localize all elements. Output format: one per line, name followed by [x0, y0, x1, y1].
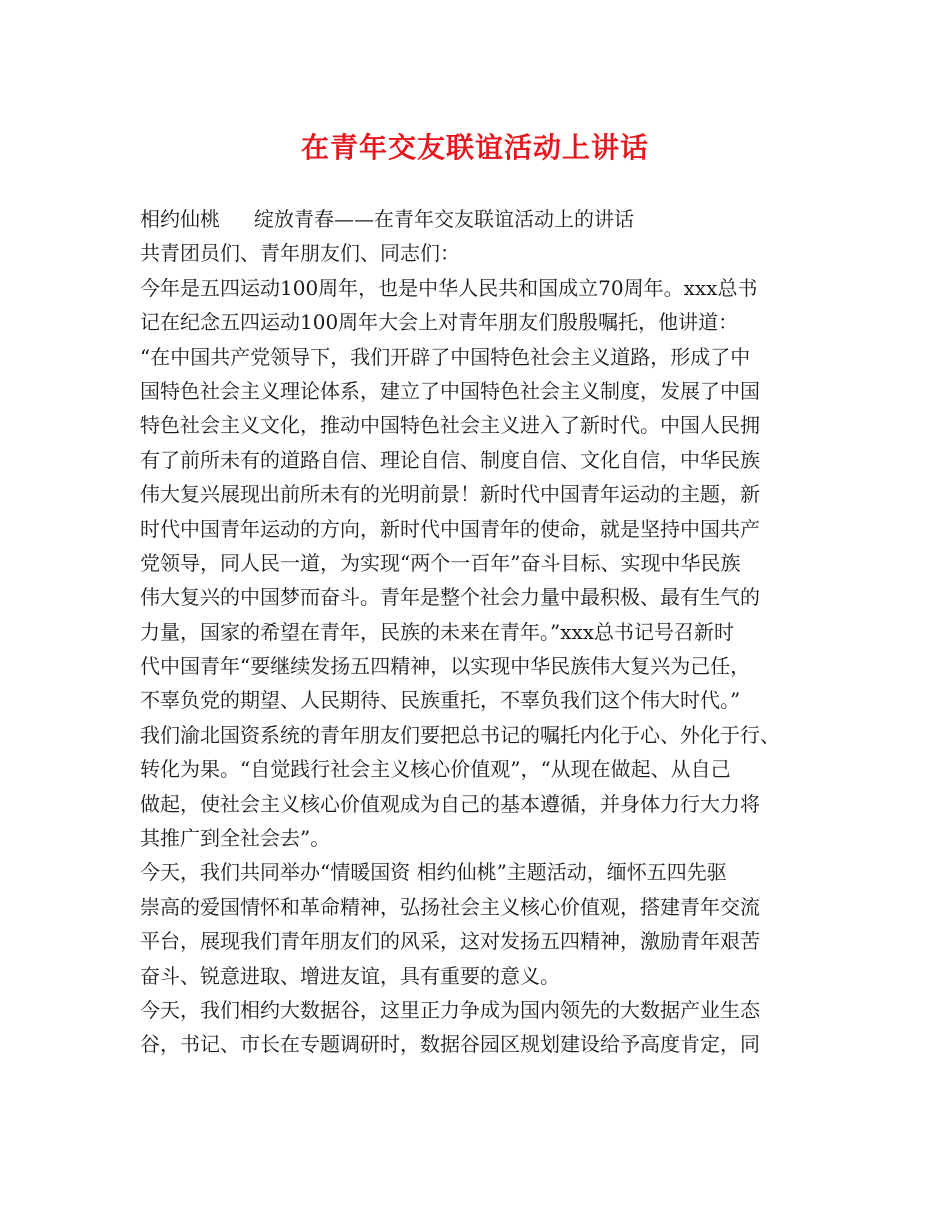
text-line: 其推广到全社会去”。	[140, 826, 331, 851]
text-line: 我们渝北国资系统的青年朋友们要把总书记的嘱托内化于心、外化于行、	[140, 722, 780, 747]
text-line: 不辜负党的期望、人民期待、民族重托，不辜负我们这个伟大时代。”	[140, 688, 741, 713]
text-line: 有了前所未有的道路自信、理论自信、制度自信、文化自信，中华民族	[140, 447, 760, 472]
text-line: 力量，国家的希望在青年，民族的未来在青年。”xxx总书记号召新时	[140, 619, 735, 644]
document-title: 在青年交友联谊活动上讲话	[300, 131, 649, 164]
text-line: 共青团员们、青年朋友们、同志们：	[140, 241, 460, 266]
text-line: 时代中国青年运动的方向，新时代中国青年的使命，就是坚持中国共产	[140, 516, 760, 541]
text-line: 做起，使社会主义核心价值观成为自己的基本遵循，并身体力行大力将	[140, 791, 760, 816]
document-body	[140, 202, 830, 1062]
text-line: 转化为果。“自觉践行社会主义核心价值观”，“从现在做起、从自己	[140, 757, 731, 782]
text-line: 记在纪念五四运动100周年大会上对青年朋友们殷殷嘱托，他讲道：	[140, 310, 739, 335]
text-line: 平台，展现我们青年朋友们的风采，这对发扬五四精神，激励青年艰苦	[140, 929, 760, 954]
text-line: 今天，我们共同举办“情暖国资 相约仙桃”主题活动，缅怀五四先驱	[140, 860, 727, 885]
text-line: 今年是五四运动100周年，也是中华人民共和国成立70周年。xxx总书	[140, 275, 758, 300]
text-line: 奋斗、锐意进取、增进友谊，具有重要的意义。	[140, 963, 560, 988]
text-line: 今天，我们相约大数据谷，这里正力争成为国内领先的大数据产业生态	[140, 997, 760, 1022]
paragraph-lines	[140, 236, 830, 1061]
text-line: 特色社会主义文化，推动中国特色社会主义进入了新时代。中国人民拥	[140, 413, 760, 438]
subtitle-line	[140, 202, 830, 236]
text-line: 崇高的爱国情怀和革命精神，弘扬社会主义核心价值观，搭建青年交流	[140, 894, 760, 919]
text-line: 代中国青年“要继续发扬五四精神，以实现中华民族伟大复兴为己任，	[140, 654, 751, 679]
subtitle-left: 相约仙桃	[140, 207, 220, 231]
text-line: 伟大复兴的中国梦而奋斗。青年是整个社会力量中最积极、最有生气的	[140, 585, 760, 610]
text-line: 党领导，同人民一道，为实现“两个一百年”奋斗目标、实现中华民族	[140, 550, 741, 575]
text-line: “在中国共产党领导下，我们开辟了中国特色社会主义道路，形成了中	[140, 344, 751, 369]
text-line: 谷，书记、市长在专题调研时，数据谷园区规划建设给予高度肯定，同	[140, 1032, 760, 1057]
text-line: 国特色社会主义理论体系，建立了中国特色社会主义制度，发展了中国	[140, 378, 760, 403]
subtitle-right: 绽放青春——在青年交友联谊活动上的讲话	[254, 207, 634, 231]
text-line: 伟大复兴展现出前所未有的光明前景！新时代中国青年运动的主题，新	[140, 482, 760, 507]
